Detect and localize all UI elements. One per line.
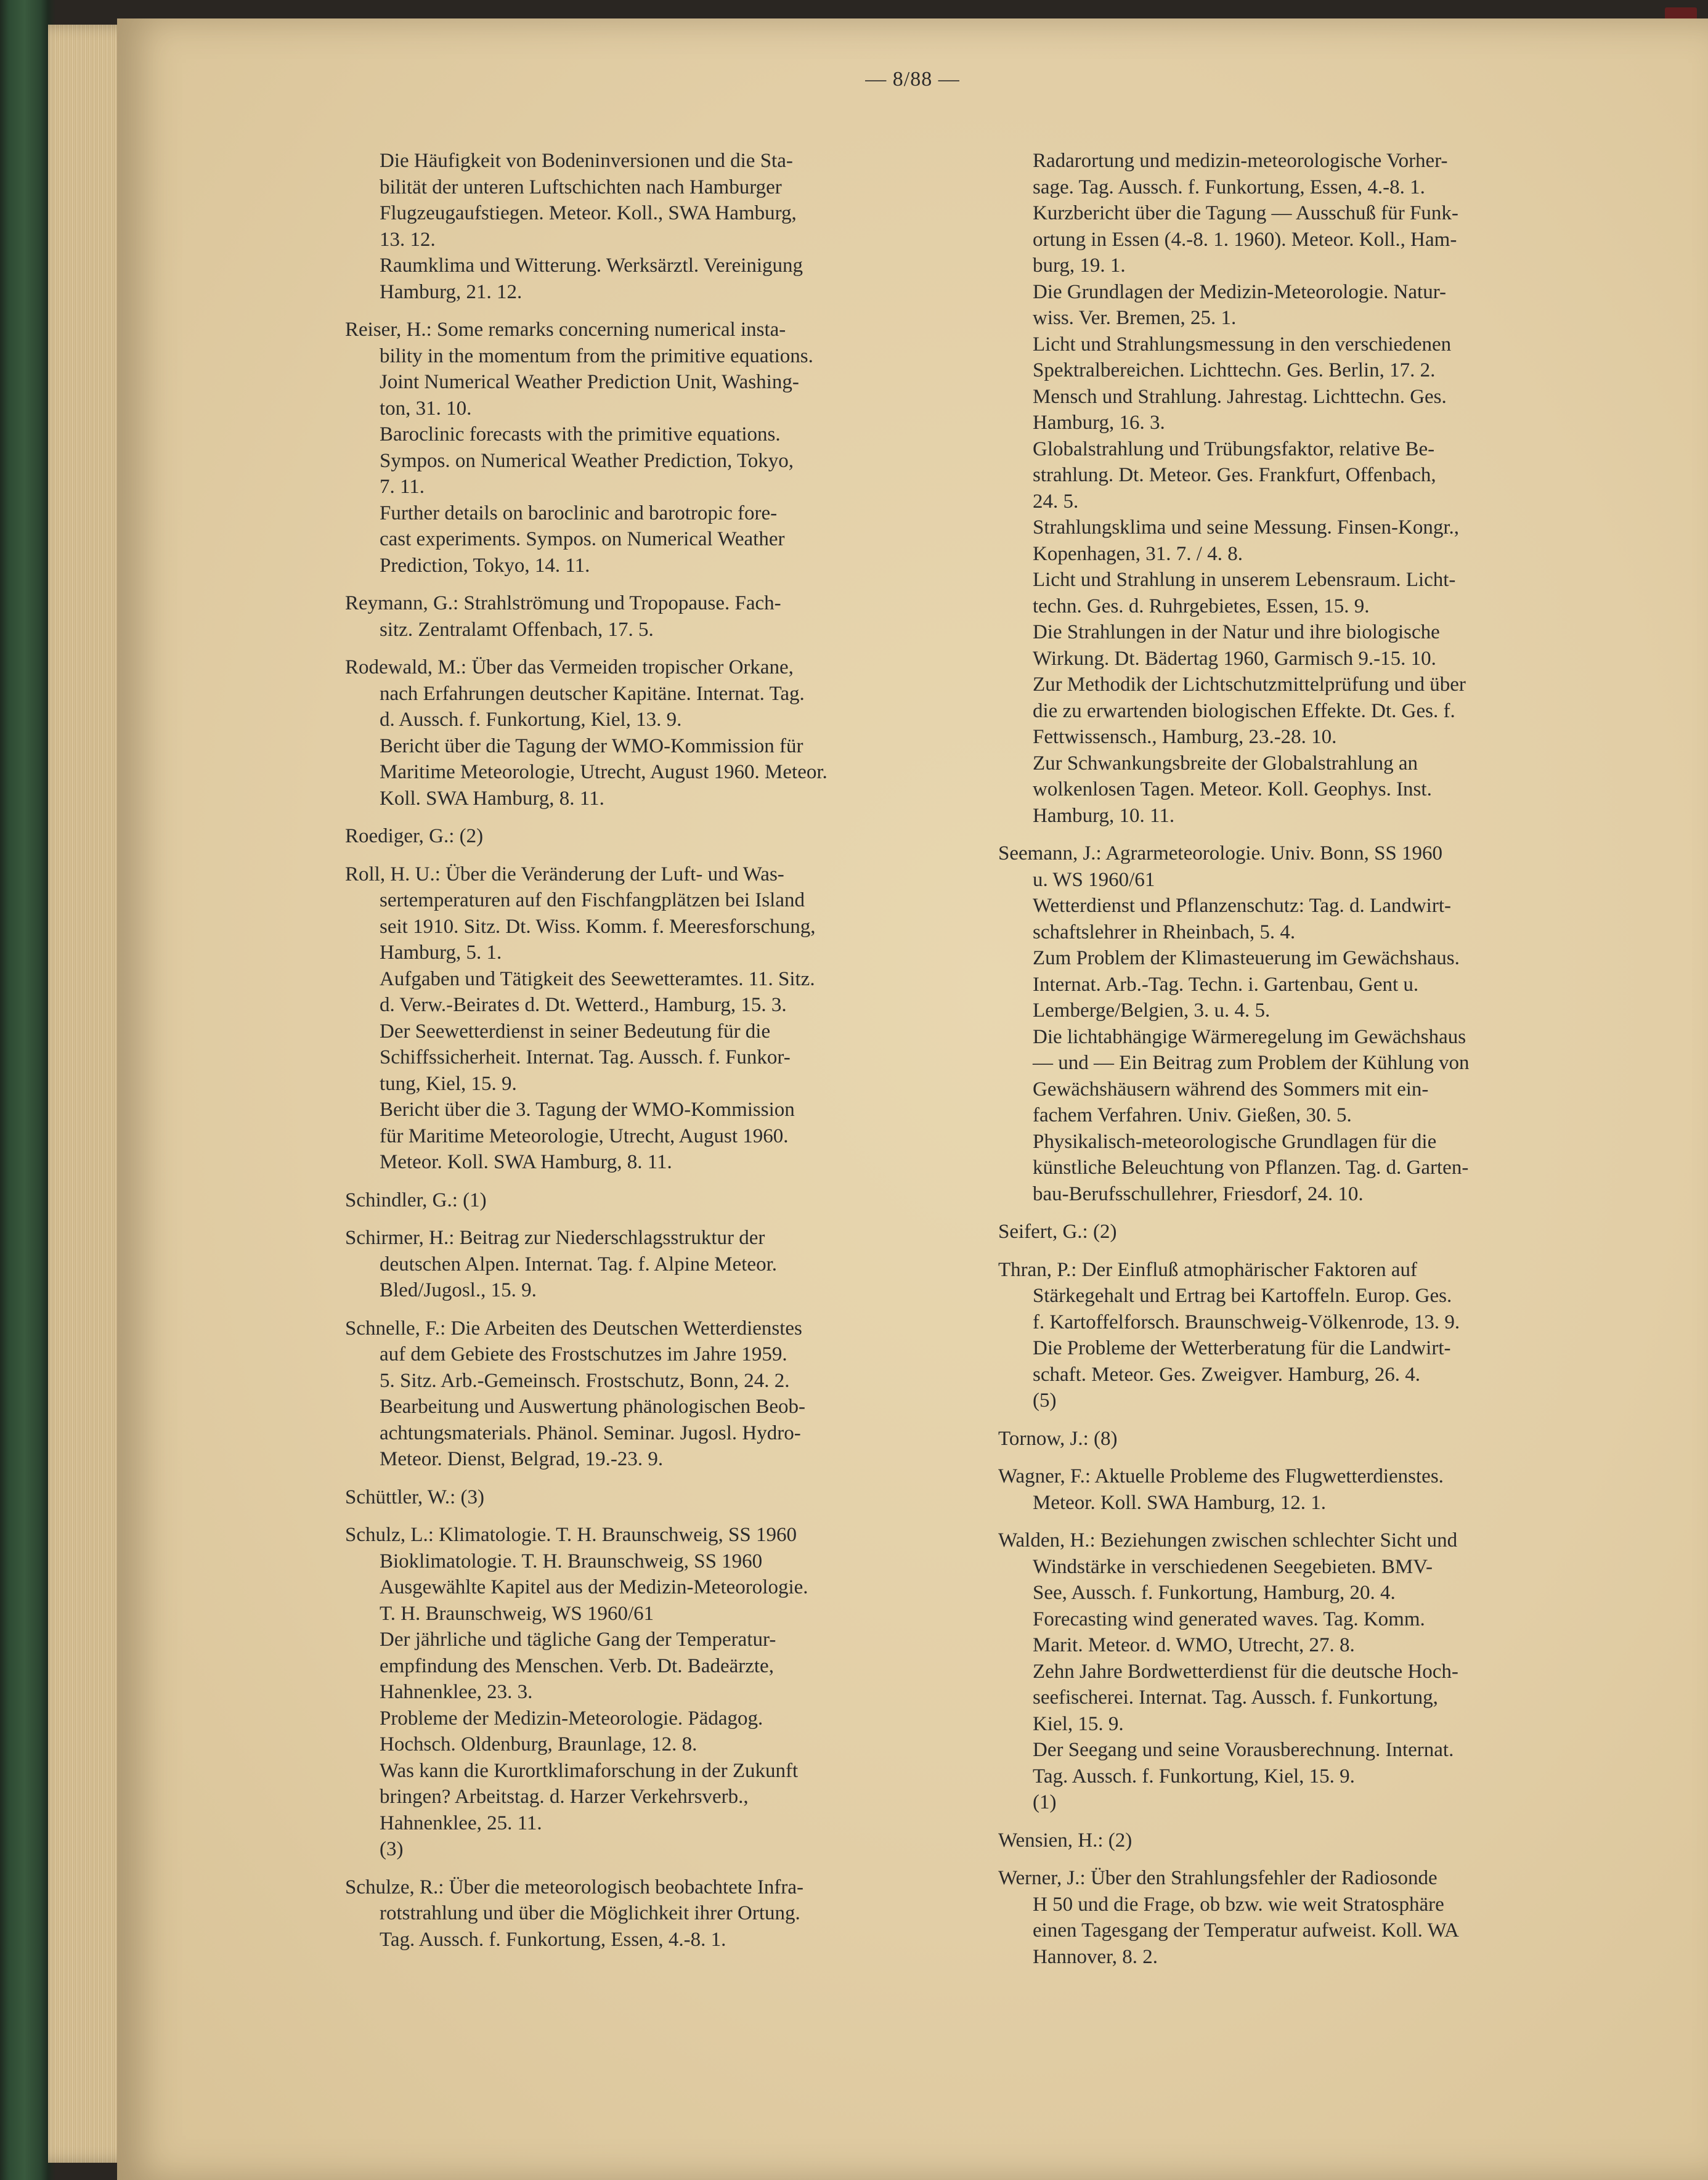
entry-line: Schiffssicherheit. Internat. Tag. Aussch. f. Funkor- [380, 1046, 791, 1068]
page-number: — 8/88 — [865, 68, 960, 91]
entry-line: Meteor. Dienst, Belgrad, 19.-23. 9. [380, 1448, 664, 1470]
bibliography-entry [998, 1219, 1639, 1245]
entry-line: Die Grundlagen der Medizin-Meteorologie. Natur- [1033, 280, 1447, 303]
entry-line: bility in the momentum from the primitive equations. [380, 344, 813, 367]
entry-line: Bioklimatologie. T. H. Braunschweig, SS 1960 [380, 1550, 763, 1572]
entry-line: Radarortung und medizin-meteorologische Vorher- [1033, 150, 1448, 172]
bibliography-entry [998, 1257, 1639, 1414]
entry-line: 13. 12. [380, 228, 436, 251]
entry-author-line: Wagner, F.: Aktuelle Probleme des Flugwetterdienstes. [998, 1465, 1444, 1487]
entry-line: — und — Ein Beitrag zum Problem der Kühlung von [1033, 1052, 1470, 1074]
entry-line: Der Seegang und seine Vorausberechnung. Internat. [1033, 1739, 1454, 1761]
entry-line: Kopenhagen, 31. 7. / 4. 8. [1033, 542, 1243, 565]
entry-line: achtungsmaterials. Phänol. Seminar. Jugosl. Hydro- [380, 1421, 801, 1444]
bibliography-entry [998, 1865, 1639, 1970]
entry-line: bilität der unteren Luftschichten nach Hamburger [380, 176, 782, 198]
entry-line: Globalstrahlung und Trübungsfaktor, relative Be- [1033, 437, 1435, 460]
entry-line: Internat. Arb.-Tag. Techn. i. Gartenbau, Gent u. [1033, 973, 1419, 996]
entry-line: Zur Methodik der Lichtschutzmittelprüfung und über [1033, 673, 1466, 696]
entry-line: u. WS 1960/61 [1033, 868, 1155, 891]
entry-line: schaft. Meteor. Ges. Zweigver. Hamburg, 26. 4. [1033, 1363, 1420, 1386]
entry-line: Stärkegehalt und Ertrag bei Kartoffeln. Europ. Ges. [1033, 1285, 1452, 1307]
entry-author-line: Reiser, H.: Some remarks concerning numerical insta- [345, 319, 786, 341]
entry-line: d. Verw.-Beirates d. Dt. Wetterd., Hamburg, 15. 3. [380, 994, 787, 1016]
entry-line: bau-Berufsschullehrer, Friesdorf, 24. 10. [1033, 1182, 1364, 1205]
entry-line: künstliche Beleuchtung von Pflanzen. Tag. d. Garten- [1033, 1157, 1469, 1179]
bibliography-entry [345, 1316, 964, 1473]
entry-line: See, Aussch. f. Funkortung, Hamburg, 20. 4. [1033, 1582, 1396, 1604]
entry-line: Hahnenklee, 25. 11. [380, 1812, 542, 1834]
entry-line: Tag. Aussch. f. Funkortung, Kiel, 15. 9. [1033, 1765, 1355, 1788]
entry-line: auf dem Gebiete des Frostschutzes im Jahre 1959. [380, 1343, 787, 1365]
entry-line: Die Häufigkeit von Bodeninversionen und die Sta- [380, 150, 793, 172]
entry-line: empfindung des Menschen. Verb. Dt. Badeärzte, [380, 1654, 774, 1677]
entry-line: Der jährliche und tägliche Gang der Temperatur- [380, 1629, 776, 1651]
entry-line: Hahnenklee, 23. 3. [380, 1681, 533, 1703]
entry-author-line: Schulze, R.: Über die meteorologisch beobachtete Infra- [345, 1876, 804, 1898]
entry-author-line: Werner, J.: Über den Strahlungsfehler der Radiosonde [998, 1867, 1438, 1889]
bibliography-entry [345, 590, 964, 643]
entry-line: Hamburg, 10. 11. [1033, 804, 1175, 827]
entry-line: Die Strahlungen in der Natur und ihre biologische [1033, 621, 1440, 643]
entry-author-line: Wensien, H.: (2) [998, 1829, 1133, 1852]
entry-line: Wirkung. Dt. Bädertag 1960, Garmisch 9.-15. 10. [1033, 647, 1436, 670]
entry-line: sertemperaturen auf den Fischfangplätzen bei Island [380, 889, 805, 911]
bibliography-entry [345, 1484, 964, 1511]
entry-line: Was kann die Kurortklimaforschung in der Zukunft [380, 1759, 799, 1782]
entry-line: Wetterdienst und Pflanzenschutz: Tag. d. Landwirt- [1033, 895, 1451, 917]
entry-line: Bearbeitung und Auswertung phänologischen Beob- [380, 1396, 806, 1418]
bibliography-entry [345, 1874, 964, 1953]
entry-line: Bericht über die Tagung der WMO-Kommission für [380, 734, 803, 757]
entry-line: sitz. Zentralamt Offenbach, 17. 5. [380, 618, 654, 641]
entry-author-line: Walden, H.: Beziehungen zwischen schlechter Sicht und [998, 1529, 1458, 1552]
bibliography-entry [998, 840, 1639, 1207]
entry-line: die zu erwartenden biologischen Effekte. Dt. Ges. f. [1033, 699, 1455, 722]
entry-line: 5. Sitz. Arb.-Gemeinsch. Frostschutz, Bonn, 24. 2. [380, 1369, 790, 1392]
entry-author-line: Seifert, G.: (2) [998, 1221, 1117, 1243]
entry-line: wiss. Ver. Bremen, 25. 1. [1033, 307, 1237, 329]
entry-line: Die Probleme der Wetterberatung für die Landwirt- [1033, 1337, 1451, 1359]
entry-line: burg, 19. 1. [1033, 254, 1126, 277]
entry-line: ortung in Essen (4.-8. 1. 1960). Meteor. Koll., Ham- [1033, 228, 1457, 251]
bibliography-entry [345, 317, 964, 579]
entry-line: Hannover, 8. 2. [1033, 1945, 1158, 1968]
entry-line: rotstrahlung und über die Möglichkeit ihrer Ortung. [380, 1902, 800, 1924]
entry-line: fachem Verfahren. Univ. Gießen, 30. 5. [1033, 1104, 1352, 1126]
entry-line: Strahlungsklima und seine Messung. Finsen-Kongr., [1033, 516, 1460, 539]
bibliography-entry [345, 654, 964, 811]
entry-author-line: Schnelle, F.: Die Arbeiten des Deutschen Wetterdienstes [345, 1317, 802, 1340]
entry-author-line: Schüttler, W.: (3) [345, 1486, 484, 1508]
bibliography-entry [345, 1187, 964, 1214]
bibliography-entry [345, 148, 964, 305]
entry-line: Zehn Jahre Bordwetterdienst für die deutsche Hoch- [1033, 1660, 1458, 1683]
entry-line: Der Seewetterdienst in seiner Bedeutung für die [380, 1020, 771, 1043]
entry-line: cast experiments. Sympos. on Numerical Weather [380, 528, 785, 550]
entry-line: schaftslehrer in Rheinbach, 5. 4. [1033, 921, 1296, 943]
entry-line: Raumklima und Witterung. Werksärztl. Vereinigung [380, 254, 803, 277]
entry-line: Koll. SWA Hamburg, 8. 11. [380, 787, 604, 810]
entry-line: tung, Kiel, 15. 9. [380, 1072, 517, 1095]
entry-line: Further details on baroclinic and barotropic fore- [380, 502, 778, 524]
entry-line: Kurzbericht über die Tagung — Ausschuß für Funk- [1033, 202, 1458, 224]
entry-line: f. Kartoffelforsch. Braunschweig-Völkenrode, 13. 9. [1033, 1311, 1460, 1333]
entry-line: Forecasting wind generated waves. Tag. Komm. [1033, 1608, 1425, 1630]
entry-line: Joint Numerical Weather Prediction Unit, Washing- [380, 371, 799, 393]
entry-line: Windstärke in verschiedenen Seegebieten. BMV- [1033, 1555, 1433, 1578]
bibliography-entry [345, 823, 964, 850]
entry-line: Spektralbereichen. Lichttechn. Ges. Berlin, 17. 2. [1033, 359, 1436, 381]
entry-line: H 50 und die Frage, ob bzw. wie weit Stratosphäre [1033, 1893, 1444, 1916]
entry-line: strahlung. Dt. Meteor. Ges. Frankfurt, Offenbach, [1033, 464, 1436, 486]
entry-line: Meteor. Koll. SWA Hamburg, 8. 11. [380, 1151, 672, 1173]
entry-line: techn. Ges. d. Ruhrgebietes, Essen, 15. 9. [1033, 595, 1370, 617]
entry-line: Zum Problem der Klimasteuerung im Gewächshaus. [1033, 947, 1460, 969]
entry-line: nach Erfahrungen deutscher Kapitäne. Internat. Tag. [380, 682, 805, 705]
entry-line: (3) [380, 1838, 404, 1860]
scanned-page [117, 18, 1708, 2180]
entry-line: 7. 11. [380, 476, 425, 498]
entry-author-line: Roll, H. U.: Über die Veränderung der Luft- und Was- [345, 863, 784, 885]
entry-author-line: Tornow, J.: (8) [998, 1427, 1118, 1450]
entry-line: Maritime Meteorologie, Utrecht, August 1960. Meteor. [380, 761, 828, 783]
right-column [998, 148, 1639, 1982]
entry-line: Baroclinic forecasts with the primitive equations. [380, 423, 781, 445]
entry-line: für Maritime Meteorologie, Utrecht, August 1960. [380, 1125, 789, 1147]
left-column [345, 148, 964, 1964]
entry-line: Zur Schwankungsbreite der Globalstrahlung an [1033, 752, 1418, 775]
entry-line: Bled/Jugosl., 15. 9. [380, 1279, 537, 1301]
entry-line: Hamburg, 21. 12. [380, 280, 523, 303]
entry-line: sage. Tag. Aussch. f. Funkortung, Essen, 4.-8. 1. [1033, 176, 1425, 198]
entry-line: d. Aussch. f. Funkortung, Kiel, 13. 9. [380, 709, 682, 731]
bibliography-entry [345, 861, 964, 1176]
entry-line: Mensch und Strahlung. Jahrestag. Lichttechn. Ges. [1033, 385, 1447, 408]
entry-line: Bericht über die 3. Tagung der WMO-Kommission [380, 1099, 795, 1121]
bibliography-entry [345, 1225, 964, 1304]
entry-line: 24. 5. [1033, 490, 1079, 513]
entry-line: Tag. Aussch. f. Funkortung, Essen, 4.-8. 1. [380, 1928, 726, 1951]
entry-line: Fettwissensch., Hamburg, 23.-28. 10. [1033, 726, 1337, 748]
bibliography-entry [998, 1463, 1639, 1516]
entry-author-line: Seemann, J.: Agrarmeteorologie. Univ. Bonn, SS 1960 [998, 842, 1443, 864]
entry-line: Hamburg, 5. 1. [380, 942, 502, 964]
entry-author-line: Rodewald, M.: Über das Vermeiden tropischer Orkane, [345, 656, 794, 678]
entry-line: Hamburg, 16. 3. [1033, 412, 1165, 434]
bibliography-entry [998, 1426, 1639, 1452]
entry-author-line: Reymann, G.: Strahlströmung und Tropopause. Fach- [345, 592, 781, 614]
entry-author-line: Roediger, G.: (2) [345, 825, 484, 847]
entry-author-line: Schulz, L.: Klimatologie. T. H. Braunschweig, SS 1960 [345, 1524, 797, 1546]
bibliography-entry [998, 1527, 1639, 1816]
entry-line: Aufgaben und Tätigkeit des Seewetteramtes. 11. Sitz. [380, 967, 815, 990]
entry-line: seefischerei. Internat. Tag. Aussch. f. Funkortung, [1033, 1686, 1438, 1709]
entry-line: seit 1910. Sitz. Dt. Wiss. Komm. f. Meeresforschung, [380, 915, 816, 938]
entry-line: Kiel, 15. 9. [1033, 1712, 1124, 1735]
entry-line: T. H. Braunschweig, WS 1960/61 [380, 1602, 654, 1625]
entry-line: (1) [1033, 1791, 1057, 1813]
entry-line: Ausgewählte Kapitel aus der Medizin-Meteorologie. [380, 1576, 808, 1598]
bibliography-entry [345, 1522, 964, 1863]
entry-line: (5) [1033, 1389, 1057, 1412]
bibliography-entry [998, 148, 1639, 829]
entry-line: Prediction, Tokyo, 14. 11. [380, 554, 590, 577]
entry-line: Gewächshäusern während des Sommers mit ein- [1033, 1078, 1429, 1100]
entry-line: Marit. Meteor. d. WMO, Utrecht, 27. 8. [1033, 1634, 1355, 1656]
entry-line: Physikalisch-meteorologische Grundlagen für die [1033, 1130, 1437, 1153]
entry-line: Flugzeugaufstiegen. Meteor. Koll., SWA Hamburg, [380, 202, 797, 224]
entry-line: Die lichtabhängige Wärmeregelung im Gewächshaus [1033, 1025, 1466, 1048]
entry-author-line: Schindler, G.: (1) [345, 1189, 487, 1211]
entry-line: Licht und Strahlung in unserem Lebensraum. Licht- [1033, 569, 1456, 591]
entry-line: Hochsch. Oldenburg, Braunlage, 12. 8. [380, 1733, 697, 1755]
entry-line: einen Tagesgang der Temperatur aufweist. Koll. WA [1033, 1919, 1459, 1942]
entry-author-line: Thran, P.: Der Einfluß atmophärischer Faktoren auf [998, 1258, 1417, 1281]
entry-line: Licht und Strahlungsmessung in den verschiedenen [1033, 333, 1452, 356]
bibliography-entry [998, 1828, 1639, 1854]
entry-line: Sympos. on Numerical Weather Prediction, Tokyo, [380, 449, 794, 472]
entry-line: bringen? Arbeitstag. d. Harzer Verkehrsverb., [380, 1786, 749, 1808]
entry-line: Meteor. Koll. SWA Hamburg, 12. 1. [1033, 1491, 1327, 1514]
entry-author-line: Schirmer, H.: Beitrag zur Niederschlagsstruktur der [345, 1227, 765, 1249]
entry-line: wolkenlosen Tagen. Meteor. Koll. Geophys. Inst. [1033, 778, 1432, 800]
entry-line: Lemberge/Belgien, 3. u. 4. 5. [1033, 999, 1271, 1022]
entry-line: ton, 31. 10. [380, 397, 472, 420]
entry-line: deutschen Alpen. Internat. Tag. f. Alpine Meteor. [380, 1253, 777, 1275]
entry-line: Probleme der Medizin-Meteorologie. Pädagog. [380, 1707, 763, 1730]
